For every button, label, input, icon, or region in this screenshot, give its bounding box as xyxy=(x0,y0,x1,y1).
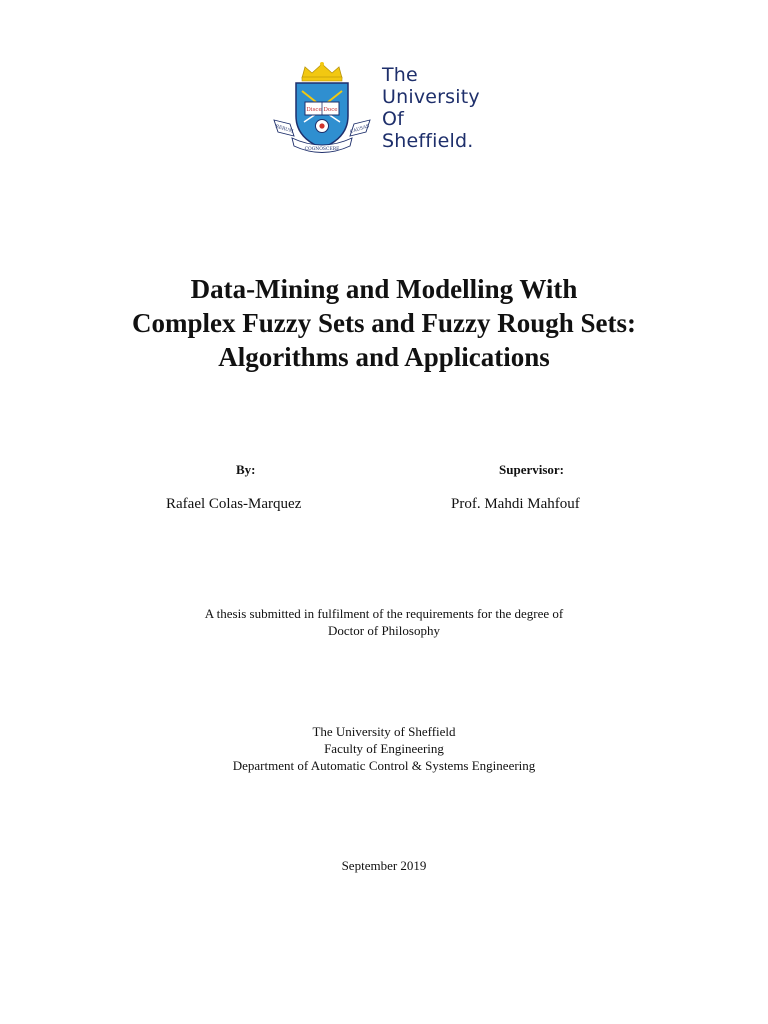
wordmark-line: University xyxy=(382,86,480,108)
university-crest-icon xyxy=(272,58,372,158)
title-line: Data-Mining and Modelling With xyxy=(190,274,578,304)
degree-statement xyxy=(0,605,768,639)
motto-center: COGNOSCERE xyxy=(304,147,340,152)
university-logo xyxy=(272,58,502,158)
author-label: By: xyxy=(236,462,256,477)
thesis-title xyxy=(40,272,728,374)
institution-block xyxy=(0,723,768,774)
crown-icon xyxy=(302,62,342,81)
statement-line: Doctor of Philosophy xyxy=(328,623,440,638)
statement-line: A thesis submitted in fulfilment of the requirements for the degree of xyxy=(204,606,564,621)
submission-date: September 2019 xyxy=(341,858,427,873)
title-line: Algorithms and Applications xyxy=(218,342,550,372)
book-icon xyxy=(305,102,339,115)
author-name: Rafael Colas-Marquez xyxy=(166,496,302,512)
supervisor-name: Prof. Mahdi Mahfouf xyxy=(451,496,580,512)
institution-line: Faculty of Engineering xyxy=(324,741,444,756)
wordmark-line: The xyxy=(382,64,418,86)
title-line: Complex Fuzzy Sets and Fuzzy Rough Sets: xyxy=(132,308,636,338)
motto-right: CAUSAS xyxy=(349,124,371,135)
institution-line: The University of Sheffield xyxy=(312,724,456,739)
wordmark-line: Sheffield. xyxy=(382,130,474,152)
crest-banner-text: Disce Doce xyxy=(306,107,338,113)
institution-line: Department of Automatic Control & Systems Engineering xyxy=(232,758,536,773)
motto-left: RERUM xyxy=(274,124,294,135)
wordmark-line: Of xyxy=(382,108,405,130)
supervisor-label: Supervisor: xyxy=(499,462,564,477)
university-wordmark xyxy=(382,64,480,152)
